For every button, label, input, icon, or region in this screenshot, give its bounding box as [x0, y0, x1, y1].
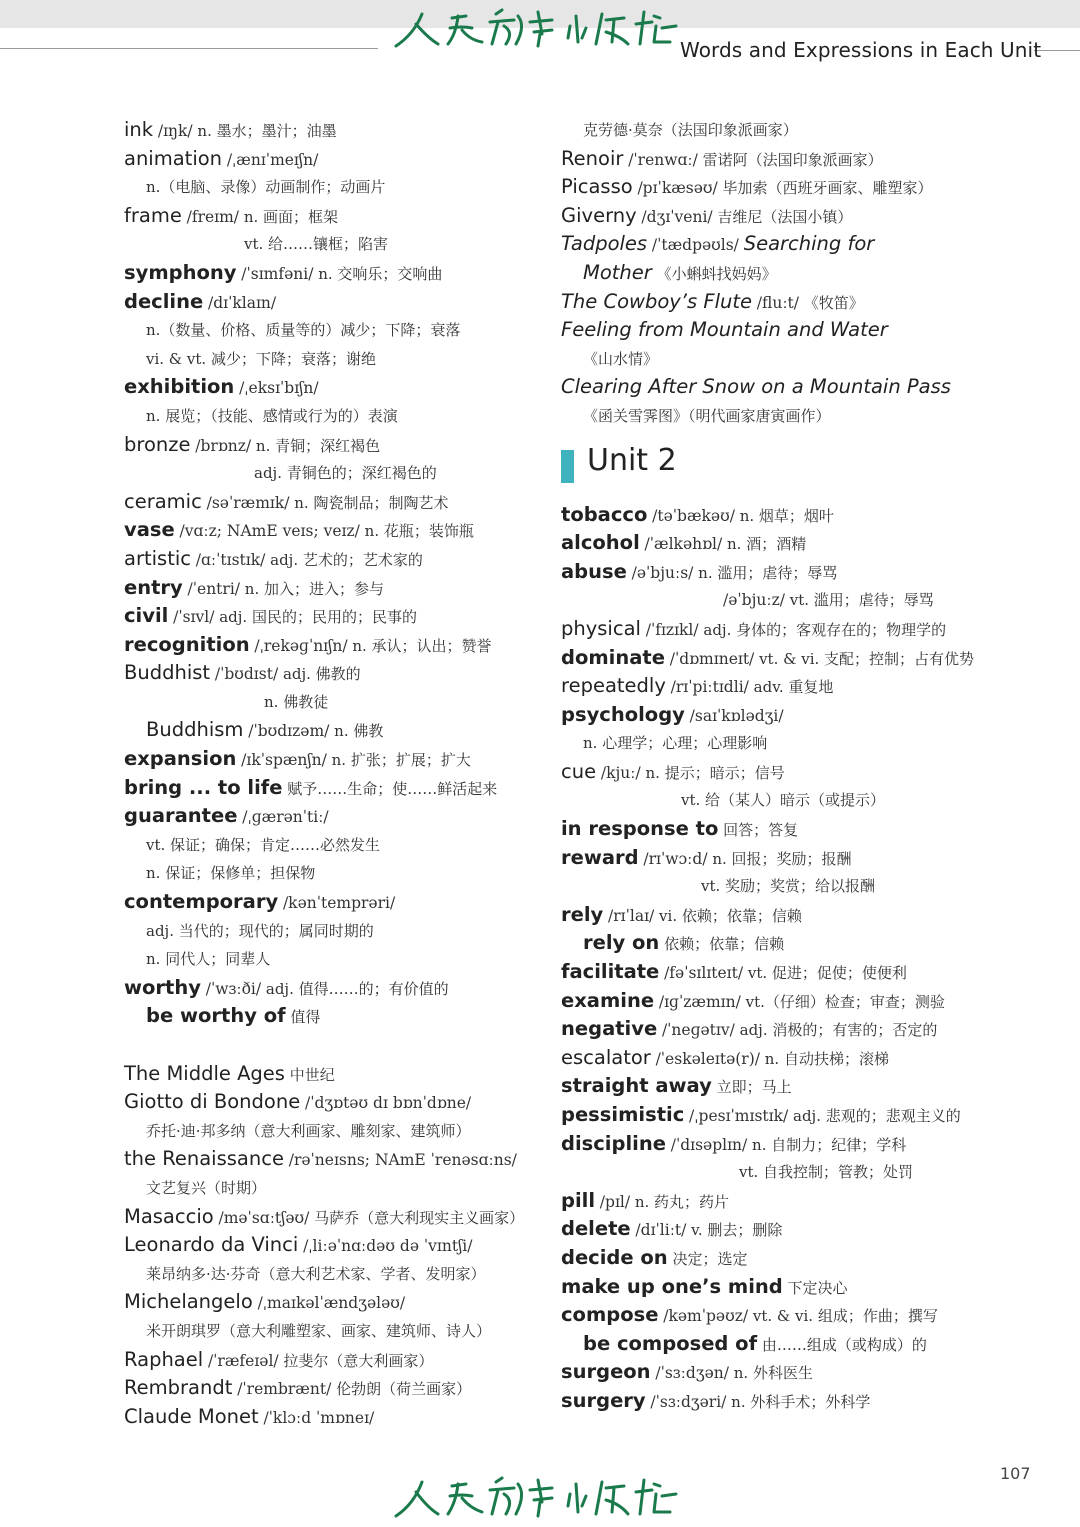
vocab-entry [561, 1101, 1061, 1130]
headword: animation [124, 146, 223, 170]
phonetic: /ˈdʒɒtəʊ dɪ bɒnˈdɒne/ [305, 1094, 472, 1113]
phonetic: /fəˈsɪlɪteɪt/ [664, 964, 744, 983]
vocab-entry [561, 316, 1061, 345]
definition: 毕加索（西班牙画家、雕塑家） [722, 179, 933, 198]
definition: adj. 值得……的；有价值的 [265, 979, 449, 998]
unit-heading [561, 431, 1061, 501]
phonetic: /vɑːz; NAmE veɪs; veɪz/ [179, 522, 360, 541]
definition: n. 花瓶；装饰瓶 [364, 522, 474, 541]
definition: 马萨乔（意大利现实主义画家） [314, 1208, 525, 1227]
phonetic: /əˈbjuːz/ [723, 591, 785, 610]
vocab-entry [561, 288, 1061, 317]
definition: vt. & vi. 支配；控制；占有优势 [759, 649, 975, 668]
definition: v. 删去；删除 [691, 1221, 783, 1240]
vocab-entry [124, 402, 554, 431]
headword: recognition [124, 632, 250, 656]
definition: 文艺复兴（时期） [146, 1178, 267, 1197]
phonetic: /ˈneɡətɪv/ [661, 1021, 735, 1040]
vocab-entry [561, 672, 1061, 701]
vocab-entry [124, 459, 554, 488]
headword: bring ... to life [124, 775, 283, 799]
phonetic: /pɪl/ [599, 1192, 631, 1211]
vocab-entry [124, 802, 554, 831]
vocab-entry [124, 574, 554, 603]
phonetic: /ˈræfeɪəl/ [207, 1351, 279, 1370]
headword: guarantee [124, 804, 238, 828]
phonetic: /ˈbʊdɪzəm/ [248, 722, 330, 741]
vocab-entry [561, 501, 1061, 530]
phonetic: /ˈbʊdɪst/ [214, 665, 279, 684]
vocab-entry [561, 786, 1061, 815]
headword: Giverny [561, 203, 637, 227]
phonetic: /əˈbjuːs/ [631, 563, 694, 582]
definition: 乔托·迪·邦多纳（意大利画家、雕刻家、建筑师） [146, 1121, 471, 1140]
headword: negative [561, 1017, 658, 1041]
headword: artistic [124, 546, 191, 570]
definition: 伦勃朗（荷兰画家） [336, 1380, 472, 1399]
vocab-entry [561, 1015, 1061, 1044]
definition: n. 加入；进入；参与 [244, 579, 384, 598]
phonetic: /rəˈneɪsns; NAmE ˈrenəsɑːns/ [288, 1151, 517, 1170]
headword: exhibition [124, 375, 235, 399]
headword: Claude Monet [124, 1404, 259, 1428]
vocab-entry [561, 116, 1061, 145]
vocab-entry [124, 602, 554, 631]
definition: n. 自动扶梯；滚梯 [764, 1049, 889, 1068]
vocab-entry [561, 929, 1061, 958]
phonetic: /dɪˈklaɪn/ [208, 293, 277, 312]
phonetic: /ˈrembrænt/ [237, 1380, 332, 1399]
vocab-entry [124, 745, 554, 774]
definition: n. 承认；认出；赞誉 [352, 636, 492, 655]
phonetic: /kənˈtemprəri/ [282, 894, 396, 913]
definition: 下定决心 [787, 1278, 848, 1297]
headword: pill [561, 1188, 596, 1212]
definition: 《函关雪霁图》（明代画家唐寅画作） [583, 406, 831, 425]
headword: delete [561, 1217, 631, 1241]
headword: reward [561, 845, 639, 869]
vocab-entry [124, 1088, 554, 1117]
headword: make up one’s mind [561, 1274, 783, 1298]
headword: Buddhist [124, 661, 211, 685]
vocab-entry [124, 1288, 554, 1317]
phonetic: /ˌrekəɡˈnɪʃn/ [254, 636, 348, 655]
phonetic: /təˈbækəʊ/ [652, 506, 735, 525]
definition: 吉维尼（法国小镇） [717, 207, 853, 226]
phonetic: /ˌænɪˈmeɪʃn/ [226, 150, 319, 169]
definition: n. 提示；暗示；信号 [645, 763, 785, 782]
headword: compose [561, 1303, 659, 1327]
vocab-entry [124, 1174, 554, 1203]
phonetic: /ˈsɜːdʒən/ [655, 1364, 729, 1383]
phonetic: /ˈeskəleɪtə(r)/ [655, 1049, 760, 1068]
headword: Leonardo da Vinci [124, 1233, 299, 1257]
headword: psychology [561, 702, 685, 726]
vocab-entry [124, 202, 554, 231]
definition: n. 同代人；同辈人 [146, 950, 271, 969]
phonetic: /ˈælkəhɒl/ [644, 535, 723, 554]
phonetic: /ˈentri/ [187, 579, 241, 598]
headword: worthy [124, 975, 201, 999]
definition: n. 展览；（技能、感情或行为的）表演 [146, 406, 398, 425]
vocab-entry [561, 1358, 1061, 1387]
headword: rely on [583, 931, 660, 955]
headword: straight away [561, 1074, 712, 1098]
definition: adj. 佛教的 [282, 665, 361, 684]
headword: physical [561, 616, 641, 640]
headword: decide on [561, 1245, 668, 1269]
headword: repeatedly [561, 674, 666, 698]
definition: vt. & vi. 组成；作曲；撰写 [752, 1307, 938, 1326]
definition: vt.（仔细）检查；审查；测验 [745, 992, 945, 1011]
vocab-entry [124, 259, 554, 288]
phonetic: /ˈdɪsəplɪn/ [670, 1135, 748, 1154]
headword: civil [124, 604, 169, 628]
definition: adj. 国民的；民用的；民事的 [219, 608, 417, 627]
headword: Clearing After Snow on a Mountain Pass [561, 375, 951, 399]
vocab-entry [124, 774, 554, 803]
vocab-entry [561, 1301, 1061, 1330]
definition: vt. 自我控制；管教；处罚 [739, 1163, 914, 1182]
phonetic: /ˌpesɪˈmɪstɪk/ [689, 1107, 789, 1125]
phonetic: /rɪˈlaɪ/ [608, 906, 655, 925]
vocab-entry [561, 402, 1061, 431]
definition: 米开朗琪罗（意大利雕塑家、画家、建筑师、诗人） [146, 1321, 492, 1340]
definition: adj. 青铜色的；深红褐色的 [254, 464, 437, 483]
vocab-entry [124, 688, 554, 717]
vocab-entry [124, 1403, 554, 1432]
vocab-entry [124, 631, 554, 660]
headword: expansion [124, 747, 237, 771]
headword: Buddhism [146, 718, 244, 742]
headword: Feeling from Mountain and Water [561, 318, 888, 342]
definition: n. 回报；奖励；报酬 [712, 849, 852, 868]
phonetic: /ɪɡˈzæmɪn/ [658, 992, 741, 1011]
definition: adj. 当代的；现代的；属同时期的 [146, 921, 374, 940]
definition: vt. 给……镶框；陷害 [244, 235, 389, 254]
definition: 立即；马上 [716, 1078, 792, 1097]
headword: in response to [561, 817, 719, 841]
definition: n. 陶瓷制品；制陶艺术 [294, 493, 449, 512]
phonetic: /ˌmaɪkəlˈændʒələʊ/ [257, 1294, 406, 1313]
vocab-entry [561, 815, 1061, 844]
definition: vt. 奖励；奖赏；给以报酬 [701, 877, 876, 896]
vocab-entry [124, 945, 554, 974]
phonetic: /ɪŋk/ [157, 122, 193, 140]
headword: Mother [583, 260, 652, 284]
headword: pessimistic [561, 1103, 685, 1126]
headword: be composed of [583, 1331, 758, 1355]
phonetic: /ˈklɔːd ˈmɒneɪ/ [263, 1408, 375, 1427]
headword: escalator [561, 1045, 651, 1069]
phonetic: /ˈsɪmfəni/ [241, 264, 314, 283]
vocab-entry [561, 558, 1061, 587]
definition: n.（数量、价格、质量等的）减少；下降；衰落 [146, 321, 461, 340]
phonetic: /fluːt/ [756, 293, 800, 312]
headword: rely [561, 902, 604, 926]
headword: entry [124, 575, 183, 599]
headword: Michelangelo [124, 1290, 253, 1314]
vocab-entry [124, 173, 554, 202]
publisher-logo-footer [392, 1470, 692, 1520]
vocab-entry [561, 644, 1061, 673]
vocab-entry [561, 701, 1061, 730]
headword: surgeon [561, 1360, 651, 1384]
headword: vase [124, 518, 175, 542]
headword-continued: Searching for [743, 232, 875, 256]
phonetic: /ˈtædpəʊls/ [651, 236, 739, 255]
vocab-entry [561, 987, 1061, 1016]
headword: abuse [561, 559, 627, 583]
headword: cue [561, 759, 597, 783]
headword: Giotto di Bondone [124, 1090, 301, 1114]
vocab-entry [124, 917, 554, 946]
headword: ink [124, 118, 154, 141]
definition: 决定；选定 [672, 1249, 748, 1268]
phonetic: /ɪkˈspænʃn/ [241, 751, 327, 770]
vocab-entry [124, 859, 554, 888]
definition: 依赖；依靠；信赖 [664, 935, 785, 954]
vocab-entry [124, 1060, 554, 1089]
vocab-entry [124, 659, 554, 688]
vocab-entry [124, 545, 554, 574]
headword: bronze [124, 432, 191, 456]
definition: n. 保证；保修单；担保物 [146, 864, 316, 883]
definition: adv. 重复地 [753, 678, 834, 697]
headword: the Renaissance [124, 1147, 284, 1171]
definition: n. 滥用；虐待；辱骂 [698, 563, 838, 582]
phonetic: /rɪˈpiːtɪdli/ [670, 678, 749, 697]
phonetic: /brɒnz/ [195, 436, 252, 455]
headword: facilitate [561, 960, 660, 984]
phonetic: /freɪm/ [186, 207, 240, 226]
vocab-entry [561, 1215, 1061, 1244]
phonetic: /rɪˈwɔːd/ [643, 849, 708, 868]
definition: n. 佛教徒 [264, 692, 329, 711]
definition: vi. 依赖；依靠；信赖 [659, 906, 802, 925]
vocab-entry [124, 288, 554, 317]
headword: Tadpoles [561, 232, 648, 256]
unit-title: Unit 2 [587, 442, 677, 478]
phonetic: /məˈsɑːtʃəʊ/ [218, 1208, 310, 1227]
definition: 《山水情》 [583, 349, 659, 368]
vocab-entry [561, 958, 1061, 987]
phonetic: /ˌɡærənˈtiː/ [242, 808, 329, 827]
vocab-entry [561, 1158, 1061, 1187]
definition: n. 酒；酒精 [727, 535, 807, 554]
definition: 雷诺阿（法国印象派画家） [702, 150, 883, 169]
definition: 赋予……生命；使……鲜活起来 [287, 779, 498, 798]
vocab-entry [124, 1231, 554, 1260]
headword: dominate [561, 645, 665, 669]
vocab-entry [124, 1346, 554, 1375]
vocab-entry [561, 872, 1061, 901]
phonetic: /kjuː/ [600, 763, 641, 782]
definition: 拉斐尔（意大利画家） [283, 1351, 434, 1370]
vocab-entry [124, 431, 554, 460]
definition: 《牧笛》 [803, 293, 864, 312]
vocab-entry [124, 316, 554, 345]
definition: n.（电脑、录像）动画制作；动画片 [146, 178, 386, 197]
vocab-entry [561, 345, 1061, 374]
vocab-entry [561, 173, 1061, 202]
phonetic: /ˈfɪzɪkl/ [645, 620, 699, 639]
definition: adj. 消极的；有害的；否定的 [739, 1021, 938, 1040]
headword: Picasso [561, 175, 633, 199]
headword: Raphael [124, 1347, 204, 1371]
vocab-entry [561, 373, 1061, 402]
definition: n. 烟草；烟叶 [739, 506, 834, 525]
vocab-entry [561, 529, 1061, 558]
vocab-entry [561, 1187, 1061, 1216]
vocab-entry [124, 716, 554, 745]
phonetic: /ˌeksɪˈbɪʃn/ [239, 379, 319, 398]
headword: decline [124, 289, 204, 313]
vocab-entry [124, 1002, 554, 1031]
definition: vt. 给（某人）暗示（或提示） [681, 791, 886, 810]
right-column [561, 116, 1061, 1416]
vocab-entry [124, 373, 554, 402]
definition: adj. 身体的；客观存在的；物理学的 [703, 620, 947, 639]
phonetic: /ˈdɒmɪneɪt/ [669, 649, 755, 668]
definition: 《小蝌蚪找妈妈》 [656, 264, 777, 283]
definition: 回答；答复 [723, 821, 799, 840]
headword: alcohol [561, 531, 640, 555]
vocab-entry [561, 1072, 1061, 1101]
headword: frame [124, 203, 182, 227]
phonetic: /səˈræmɪk/ [206, 493, 290, 512]
vocab-entry [561, 844, 1061, 873]
definition: vt. 保证；确保；肯定……必然发生 [146, 835, 381, 854]
vocab-entry [124, 1203, 554, 1232]
definition: vt. 促进；促使；使便利 [747, 964, 907, 983]
header-rule-left [0, 48, 378, 49]
phonetic: /dʒɪˈveni/ [641, 207, 713, 226]
page-header-title: Words and Expressions in Each Unit [680, 38, 1042, 62]
headword: tobacco [561, 502, 648, 526]
vocab-entry [124, 974, 554, 1003]
vocab-entry [124, 1145, 554, 1174]
vocab-entry [561, 145, 1061, 174]
definition: vt. 滥用；虐待；辱骂 [789, 591, 934, 610]
vocab-entry [561, 1244, 1061, 1273]
phonetic: /pɪˈkæsəʊ/ [637, 179, 718, 198]
headword: ceramic [124, 489, 202, 513]
definition: 莱昂纳多·达·芬奇（意大利艺术家、学者、发明家） [146, 1264, 486, 1283]
headword: Masaccio [124, 1204, 214, 1228]
vocab-entry [124, 831, 554, 860]
headword: contemporary [124, 890, 279, 914]
phonetic: /kəmˈpəʊz/ [663, 1307, 749, 1326]
definition: 由……组成（或构成）的 [761, 1335, 927, 1354]
unit-accent-bar [561, 450, 574, 483]
headword: examine [561, 988, 655, 1012]
headword: discipline [561, 1131, 666, 1155]
phonetic: /ˈsɪvl/ [173, 608, 215, 627]
vocab-entry [561, 1273, 1061, 1302]
definition: 克劳德·莫奈（法国印象派画家） [583, 121, 798, 139]
headword: be worthy of [146, 1004, 286, 1028]
vocab-entry [561, 202, 1061, 231]
page-number: 107 [1000, 1464, 1031, 1483]
publisher-logo [392, 4, 692, 50]
vocab-entry [561, 230, 1061, 259]
phonetic: /dɪˈliːt/ [635, 1221, 687, 1240]
definition: n. 青铜；深红褐色 [255, 436, 381, 455]
definition: n. 自制力；纪律；学科 [752, 1135, 907, 1154]
definition: n. 画面；框架 [243, 207, 339, 226]
phonetic: /ˈsɜːdʒəri/ [650, 1392, 727, 1411]
vocab-entry [124, 488, 554, 517]
vocab-entry [561, 259, 1061, 288]
vocab-entry [124, 1317, 554, 1346]
vocab-entry [561, 1387, 1061, 1416]
vocab-entry [561, 729, 1061, 758]
definition: adj. 悲观的；悲观主义的 [793, 1107, 961, 1125]
definition: adj. 艺术的；艺术家的 [270, 550, 423, 569]
vocab-entry [124, 145, 554, 174]
vocab-entry [124, 345, 554, 374]
left-column [124, 116, 554, 1431]
vocab-entry [561, 1330, 1061, 1359]
phonetic: /ˈwɜːði/ [205, 979, 262, 998]
vocab-entry [124, 1117, 554, 1146]
vocab-entry [561, 758, 1061, 787]
vocab-entry [124, 1260, 554, 1289]
phonetic: /ˈrenwɑː/ [628, 150, 698, 169]
definition: n. 药丸；药片 [634, 1192, 730, 1211]
vocab-entry [561, 1130, 1061, 1159]
vocab-entry [561, 1044, 1061, 1073]
vocab-entry [561, 586, 1061, 615]
vocab-entry [124, 888, 554, 917]
headword: Renoir [561, 146, 624, 170]
definition: n. 墨水；墨汁；油墨 [197, 122, 337, 140]
phonetic: /ˌliːəˈnɑːdəʊ də ˈvɪntʃi/ [303, 1237, 473, 1256]
definition: n. 交响乐；交响曲 [318, 264, 443, 283]
vocab-entry [124, 1374, 554, 1403]
phonetic: /ɑːˈtɪstɪk/ [195, 550, 266, 569]
headword: symphony [124, 260, 237, 284]
vocab-entry [124, 516, 554, 545]
section-gap [124, 1031, 554, 1060]
definition: 中世纪 [289, 1065, 335, 1084]
definition: vi. & vt. 减少；下降；衰落；谢绝 [146, 349, 376, 368]
phonetic: /saɪˈkɒlədʒi/ [689, 706, 784, 725]
headword: surgery [561, 1388, 646, 1412]
vocab-entry [124, 230, 554, 259]
definition: n. 佛教 [334, 722, 384, 741]
vocab-entry [124, 116, 554, 145]
definition: n. 外科医生 [733, 1364, 813, 1383]
vocab-entry [561, 615, 1061, 644]
definition: n. 外科手术；外科学 [731, 1392, 871, 1411]
definition: n. 扩张；扩展；扩大 [331, 751, 471, 770]
headword: Rembrandt [124, 1376, 233, 1400]
vocab-entry [561, 901, 1061, 930]
headword: The Cowboy’s Flute [561, 289, 753, 313]
headword: The Middle Ages [124, 1061, 285, 1085]
definition: n. 心理学；心理；心理影响 [583, 734, 768, 753]
definition: 值得 [290, 1008, 321, 1027]
